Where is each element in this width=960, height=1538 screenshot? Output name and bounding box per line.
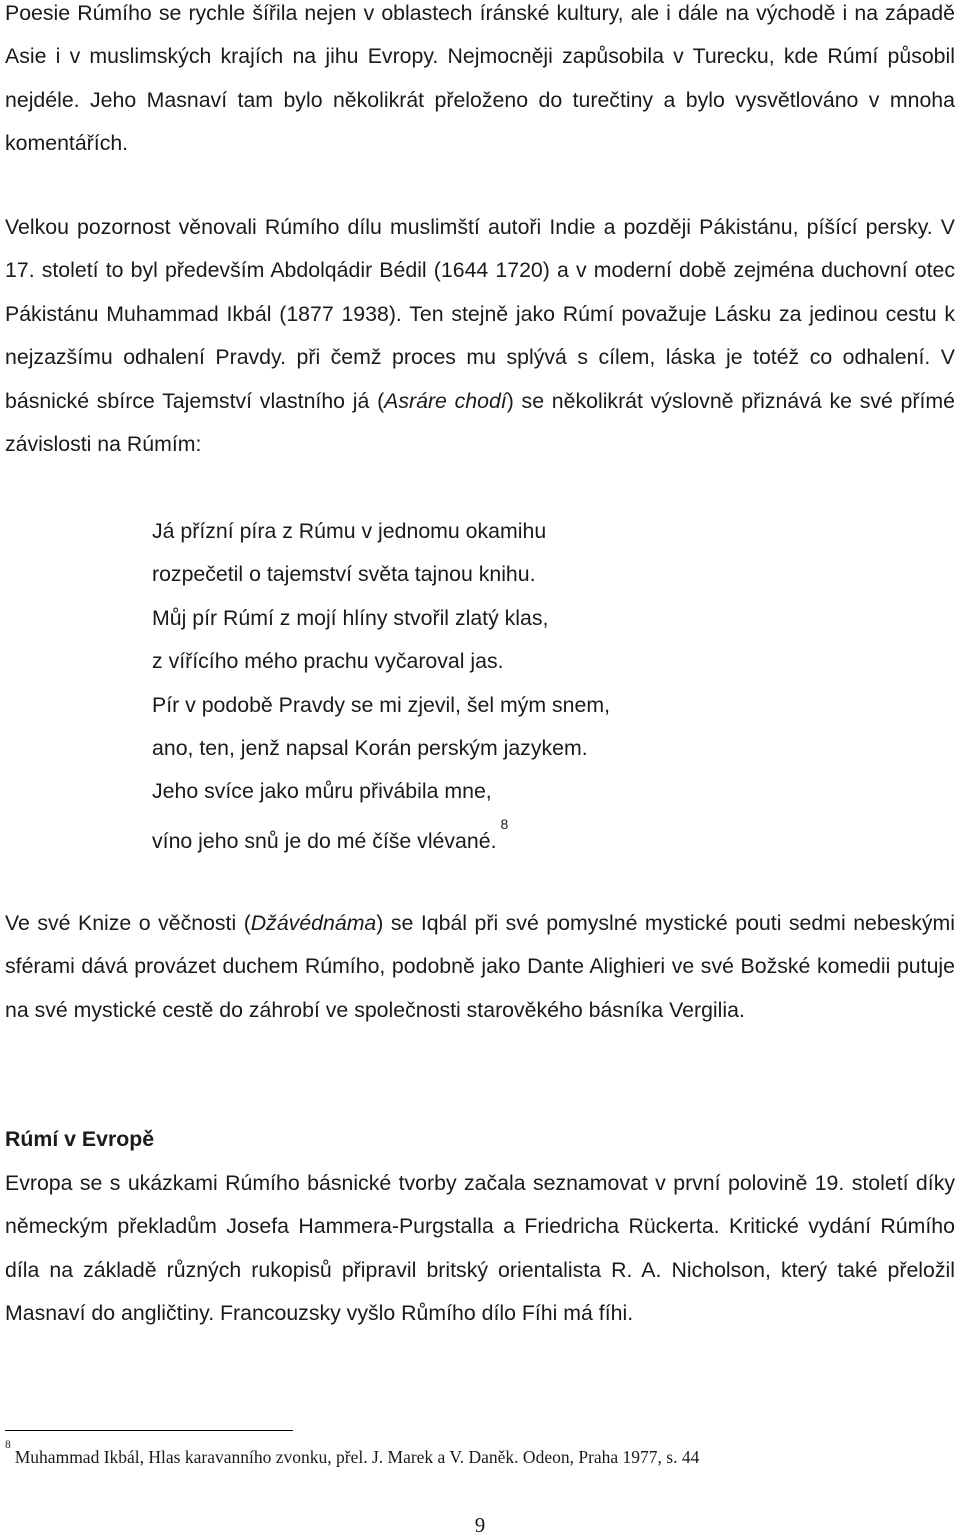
body-paragraph bbox=[5, 206, 955, 466]
verse-line: ano, ten, jenž napsal Korán perským jazykem. bbox=[152, 736, 588, 761]
verse-line: Jeho svíce jako můru přivábila mne, bbox=[152, 779, 492, 804]
page-number: 9 bbox=[474, 1513, 486, 1537]
verse-quote bbox=[152, 510, 932, 863]
italic-title: Džávédnáma bbox=[250, 911, 377, 935]
paragraph-text: ) se několikrát výslovně přiznává ke své přímé závislosti na Rúmím: bbox=[5, 388, 955, 457]
verse-line: rozpečetil o tajemství světa tajnou knihu. bbox=[152, 562, 536, 587]
verse-line: z vířícího mého prachu vyčaroval jas. bbox=[152, 649, 504, 674]
body-paragraph bbox=[5, 902, 955, 1032]
paragraph-text: ) se Iqbál při své pomyslné mystické pouti sedmi nebeskými sférami dává provázet duchem Rúmího, podobně jako Dante Alighieri ve své Božské komedii putuje na své mystické cestě do záhrobí ve společnosti starověkého básníka Vergilia. bbox=[5, 911, 955, 1022]
section-heading: Rúmí v Evropě bbox=[5, 1127, 155, 1151]
footnote bbox=[5, 1440, 955, 1470]
footnote-number: 8 bbox=[5, 1439, 11, 1451]
footnote-reference[interactable]: 8 bbox=[500, 815, 509, 832]
verse-line: Pír v podobě Pravdy se mi zjevil, šel mým snem, bbox=[152, 692, 611, 717]
body-paragraph: Poesie Rúmího se rychle šířila nejen v oblastech íránské kultury, ale i dále na východě i na západě Asie i v muslimských krajích na jihu Evropy. Nejmocněji zapůsobila v Turecku, kde Rúmí působil nejdéle. Jeho Masnaví tam bylo několikrát přeloženo do turečtiny a bylo vysvětlováno v mnoha komentářích. bbox=[5, 1, 955, 156]
body-paragraph: Evropa se s ukázkami Rúmího básnické tvorby začala seznamovat v první polovině 19. století díky německým překladům Josefa Hammera-Purgstalla a Friedricha Rückerta. Kritické vydání Rúmího díla na základě různých rukopisů připravil britský orientalista R. A. Nicholson, který také přeložil Masnaví do angličtiny. Francouzsky vyšlo Růmího dílo Fíhi má fíhi. bbox=[5, 1171, 955, 1326]
italic-title: Asráre chodí bbox=[384, 388, 507, 413]
verse-line-last bbox=[152, 814, 932, 864]
verse-text: víno jeho snů je do mé číše vlévané. bbox=[152, 828, 497, 853]
paragraph-text: Ve své Knize o věčnosti ( bbox=[5, 911, 251, 935]
paragraph-text: Velkou pozornost věnovali Rúmího dílu muslimští autoři Indie a později Pákistánu, píšící persky. V 17. století to byl především Abdolqádir Bédil (1644 1720) a v moderní době zejména duchovní otec Pákistánu Muhammad Ikbál (1877 1938). Ten stejně jako Rúmí považuje Lásku za jedinou cestu k nejzazšímu odhalení Pravdy. při čemž proces mu splývá s cílem, láska je totéž co odhalení. V básnické sbírce Tajemství vlastního já ( bbox=[5, 215, 955, 413]
verse-line: Můj pír Rúmí z mojí hlíny stvořil zlatý klas, bbox=[152, 605, 549, 630]
verse-line: Já přízní píra z Rúmu v jednomu okamihu bbox=[152, 519, 547, 543]
footnote-text: Muhammad Ikbál, Hlas karavanního zvonku, přel. J. Marek a V. Daněk. Odeon, Praha 1977, s. 44 bbox=[14, 1446, 700, 1467]
footnote-divider bbox=[5, 1430, 293, 1431]
